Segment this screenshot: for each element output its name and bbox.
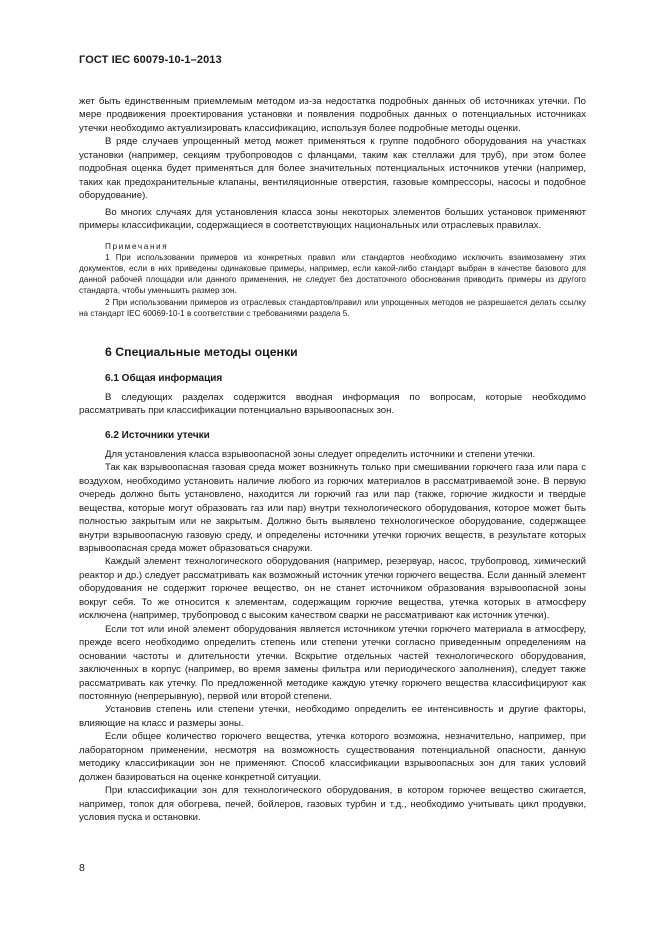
intro-paragraph-1: жет быть единственным приемлемым методом из-за недостатка подробных данных об источниках утечки. По мере продвижения проектирования установки и появления подробных данных о потенциальных источниках утечки необходимо актуализировать классификацию, используя более подробные методы оценки. (79, 96, 586, 134)
page-number: 8 (79, 862, 85, 874)
intro-paragraph-3: Во многих случаях для установления класса зоны некоторых элементов больших установок применяют примеры классификации, содержащиеся в соответствующих национальных или отраслевых правилах. (79, 206, 586, 232)
subsection-6-1-paragraph-1: В следующих разделах содержится вводная информация по вопросам, которые необходимо рассматривать при классификации потенциально взрывоопасных зон. (79, 391, 586, 417)
subsection-6-2-paragraph-6: Если общее количество горючего вещества, утечка которого возможна, незначительно, например, при лабораторном применении, несмотря на возможность существования потенциальной опасности, данную методику классификации зон не применяют. Способ классификации взрывоопасных зон для таких условий должен базироваться на оценке конкретной ситуации. (79, 731, 586, 783)
subsection-6-2-paragraph-2: Так как взрывоопасная газовая среда может возникнуть только при смешивании горючего газа или пара с воздухом, необходимо установить наличие любого из горючих материалов в рассматриваемой зоне. В первую очередь должно быть установлено, находится ли горючий газ или пар (также, горючие жидкости и твердые вещества, которые могут образовать газ или пар) внутри технологического оборудования, которое может быть полностью закрытым или не закрытым. Должно быть выявлено технологическое оборудование, содержащее внутри взрывоопасную газовую среду, и определены источники утечки горючих веществ, в результате которых взрывоопасная среда может образоваться снаружи. (79, 462, 586, 555)
subsection-6-2-heading: 6.2 Источники утечки (105, 429, 210, 441)
subsection-6-2-paragraph-5: Установив степень или степени утечки, необходимо определить ее интенсивность и другие факторы, влияющие на класс и размеры зоны. (79, 704, 586, 729)
subsection-6-1-heading: 6.1 Общая информация (105, 372, 223, 384)
intro-paragraph-2: В ряде случаев упрощенный метод может применяться к группе подобного оборудования на участках установки (например, секциям трубопроводов с фланцами, таким как стеллажи для труб), при этом более подробная оценка будет применяться для более значительных потенциальных источников утечки (например, таких как предохранительные клапаны, вентиляционные отверстия, газовые компрессоры, насосы и подобное оборудование). (79, 136, 586, 202)
notes-block (79, 241, 586, 319)
subsection-6-2-paragraph-7: При классификации зон для технологического оборудования, в котором горючее вещество сжигается, например, топок для обогрева, печей, бойлеров, газовых турбин и т.д., необходимо учитывать цикл продувки, условия пуска и остановки. (79, 785, 586, 824)
subsection-6-2-paragraph-3: Каждый элемент технологического оборудования (например, резервуар, насос, трубопровод, химический реактор и др.) следует рассматривать как возможный источник утечки горючего вещества. Если данный элемент оборудования не содержит горючее вещество, он не станет источником образования взрывоопасной зоны вокруг себя. То же относится к элементам, содержащим горючие вещества, утечка которых в атмосферу исключена (например, трубопровод с высоким качеством сварки не рассматривают как источник утечки). (79, 556, 586, 622)
page-content (79, 95, 586, 825)
note-1: 1 При использовании примеров из конкретных правил или стандартов необходимо исключить взаимозамену этих документов, если в них приведены одинаковые примеры, например, если какой-либо стандарт выбран в качестве базового для данной рабочей площадки или данного применения, не следует без достаточного обоснования приводить примеры из другого стандарта, чтобы уменьшить размер зон. (79, 252, 586, 296)
section-6-heading: 6 Специальные методы оценки (105, 344, 298, 359)
page-header: ГОСТ IEC 60079-10-1–2013 (79, 54, 222, 66)
note-2: 2 При использовании примеров из отраслевых стандартов/правил или упрощенных методов не разрешается делать ссылку на стандарт IEC 60069-10-1 в соответствии с требованиями раздела 5. (79, 297, 586, 318)
subsection-6-2-paragraph-1: Для установления класса взрывоопасной зоны следует определить источники и степени утечки. (105, 448, 536, 460)
notes-title: Примечания (105, 241, 169, 251)
subsection-6-2-paragraph-4: Если тот или иной элемент оборудования является источником утечки горючего материала в атмосферу, прежде всего необходимо определить степень или степени утечки согласно приведенным определениям на основании частоты и длительности утечки. Вскрытие отдельных частей технологического оборудования, заключенных в корпус (например, во время замены фильтра или периодического заполнения), следует также рассматривать как утечку. По предложенной методике каждую утечку горючего вещества классифицируют как постоянную (непрерывную), первой или второй степени. (79, 623, 586, 703)
